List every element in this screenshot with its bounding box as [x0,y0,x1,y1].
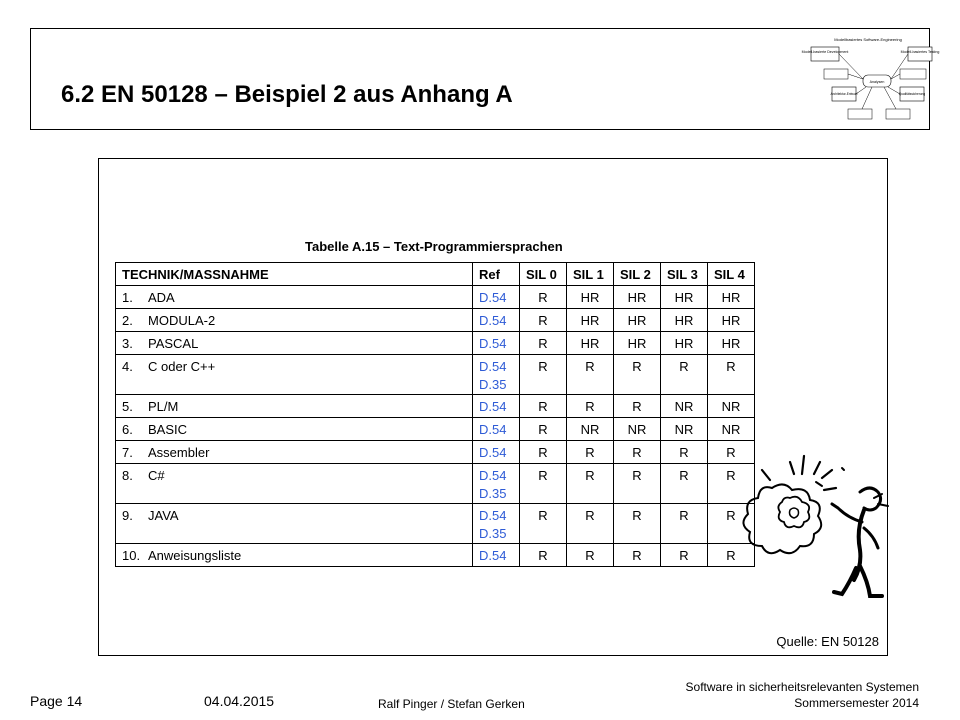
technique-cell [116,544,473,567]
header-ref: Ref [473,263,520,286]
ref-cell [473,309,520,332]
ref-cell [473,441,520,464]
sil3-rating: HR [661,286,708,309]
technique-cell [116,395,473,418]
header-sil3: SIL 3 [661,263,708,286]
technique-cell [116,418,473,441]
sil4-rating: R [708,355,755,395]
technique-name: PL/M [148,399,179,414]
exploding-stick-figure-clipart [742,448,902,608]
table-row [116,286,755,309]
sil4-rating: R [708,441,755,464]
technique-name: Assembler [148,445,210,460]
sil2-rating: R [614,441,661,464]
ref-cell [473,332,520,355]
row-number: 3. [122,336,133,351]
row-number: 6. [122,422,133,437]
technique-cell [116,332,473,355]
ref-link-secondary: D.35 [479,486,507,501]
row-number: 2. [122,313,133,328]
sil4-rating: NR [708,395,755,418]
table-row [116,355,755,395]
header-sil0: SIL 0 [520,263,567,286]
sil0-rating: R [520,395,567,418]
ref-link: D.54 [479,290,507,305]
sil3-rating: NR [661,418,708,441]
technique-cell [116,355,473,395]
table-row [116,464,755,504]
sil1-rating: R [567,395,614,418]
title-bar [30,28,940,130]
row-number: 9. [122,508,133,523]
sil1-rating: HR [567,286,614,309]
ref-link-secondary: D.35 [479,377,507,392]
sil1-rating: R [567,355,614,395]
technique-name: PASCAL [148,336,199,351]
sil0-rating: R [520,418,567,441]
sil2-rating: HR [614,332,661,355]
source-note: Quelle: EN 50128 [776,634,879,649]
sil4-rating: HR [708,309,755,332]
sil3-rating: R [661,504,708,544]
technique-name: MODULA-2 [148,313,216,328]
footer-page-number: Page 14 [30,693,83,709]
ref-cell [473,418,520,441]
sil3-rating: R [661,544,708,567]
header-sil1: SIL 1 [567,263,614,286]
sil2-rating: R [614,355,661,395]
ref-link-secondary: D.35 [479,526,507,541]
table-row [116,544,755,567]
ref-link: D.54 [479,468,507,483]
sil0-rating: R [520,544,567,567]
language-table [115,262,755,567]
sil0-rating: R [520,441,567,464]
svg-text:Qualitätssicherung: Qualitätssicherung [898,92,926,96]
diagram-caption: Modellbasiertes Software-Engineering [834,37,902,42]
sil0-rating: R [520,355,567,395]
table-row [116,309,755,332]
sil0-rating: R [520,286,567,309]
technique-cell [116,464,473,504]
sil2-rating: HR [614,286,661,309]
sil4-rating: HR [708,286,755,309]
svg-text:Modell-basierte Development: Modell-basierte Development [801,50,849,54]
sil0-rating: R [520,309,567,332]
ref-link: D.54 [479,399,507,414]
sil2-rating: R [614,464,661,504]
ref-link: D.54 [479,336,507,351]
ref-link: D.54 [479,548,507,563]
footer-authors: Ralf Pinger / Stefan Gerken [378,697,525,711]
sil2-rating: R [614,544,661,567]
ref-cell [473,286,520,309]
footer-semester: Sommersemester 2014 [794,696,919,710]
sil3-rating: HR [661,332,708,355]
technique-name: ADA [148,290,175,305]
header-sil4: SIL 4 [708,263,755,286]
sil1-rating: R [567,544,614,567]
sil2-rating: R [614,504,661,544]
ref-link: D.54 [479,445,507,460]
table-row [116,395,755,418]
row-number: 4. [122,359,133,374]
ref-link: D.54 [479,359,507,374]
table-row [116,332,755,355]
header-technique: TECHNIK/MASSNAHME [116,263,473,286]
sil1-rating: R [567,504,614,544]
technique-name: Anweisungsliste [148,548,242,563]
footer-date: 04.04.2015 [204,693,275,709]
technique-name: JAVA [148,508,179,523]
ref-cell [473,395,520,418]
sil1-rating: R [567,464,614,504]
sil4-rating: HR [708,332,755,355]
technique-name: BASIC [148,422,188,437]
ref-cell [473,544,520,567]
row-number: 10. [122,548,141,563]
process-diagram-thumbnail [801,33,940,125]
sil3-rating: NR [661,395,708,418]
sil0-rating: R [520,464,567,504]
table-row [116,441,755,464]
sil4-rating: R [708,464,755,504]
sil2-rating: HR [614,309,661,332]
header-sil2: SIL 2 [614,263,661,286]
technique-cell [116,441,473,464]
sil1-rating: R [567,441,614,464]
footer-course-title: Software in sicherheitsrelevanten Systemen [685,680,919,694]
sil0-rating: R [520,504,567,544]
ref-link: D.54 [479,508,507,523]
ref-cell [473,355,520,395]
page-title: 6.2 EN 50128 – Beispiel 2 aus Anhang A [61,81,513,108]
svg-text:Analysen: Analysen [869,80,885,84]
row-number: 8. [122,468,133,483]
ref-cell [473,504,520,544]
sil1-rating: HR [567,309,614,332]
table-header-row [116,263,755,286]
row-number: 1. [122,290,133,305]
sil2-rating: R [614,395,661,418]
table-row [116,504,755,544]
sil4-rating: R [708,504,755,544]
technique-cell [116,309,473,332]
table-row [116,418,755,441]
svg-text:Architektur-Entwurf: Architektur-Entwurf [830,92,858,96]
technique-cell [116,286,473,309]
sil0-rating: R [520,332,567,355]
sil1-rating: NR [567,418,614,441]
svg-text:Modell-basiertes Testing: Modell-basiertes Testing [900,50,940,54]
sil3-rating: R [661,464,708,504]
row-number: 5. [122,399,133,414]
technique-name: C# [148,468,165,483]
table-caption: Tabelle A.15 – Text-Programmiersprachen [305,239,563,254]
technique-name: C oder C++ [148,359,216,374]
sil3-rating: HR [661,309,708,332]
sil3-rating: R [661,355,708,395]
ref-link: D.54 [479,313,507,328]
sil1-rating: HR [567,332,614,355]
sil4-rating: NR [708,418,755,441]
sil4-rating: R [708,544,755,567]
sil3-rating: R [661,441,708,464]
ref-cell [473,464,520,504]
sil2-rating: NR [614,418,661,441]
technique-cell [116,504,473,544]
row-number: 7. [122,445,133,460]
ref-link: D.54 [479,422,507,437]
